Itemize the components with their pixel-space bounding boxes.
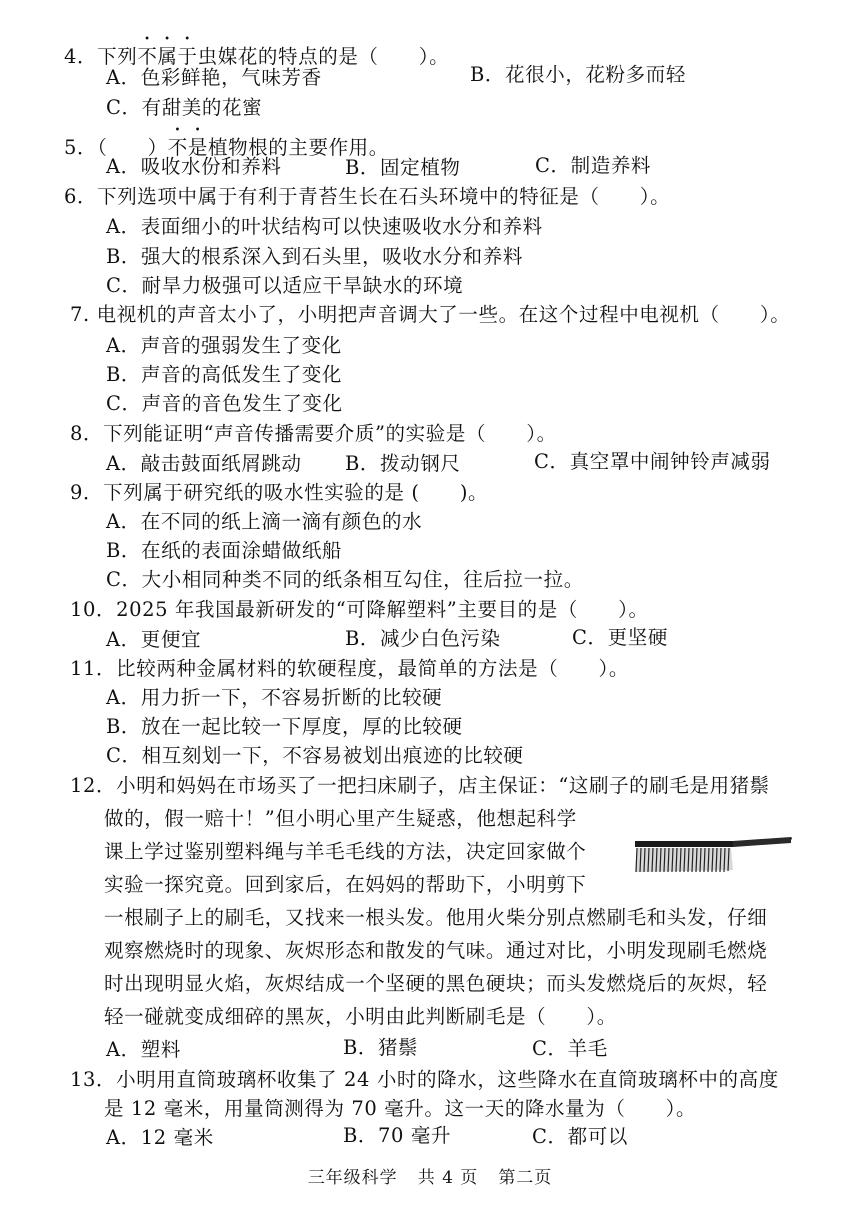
question-12-line-1: 12．小明和妈妈在市场买了一把扫床刷子，店主保证：“这刷子的刷毛是用猪鬃 bbox=[70, 774, 770, 797]
q6-option-c: C．耐旱力极强可以适应干旱缺水的环境 bbox=[106, 274, 464, 297]
q5-option-c: C．制造养料 bbox=[535, 154, 652, 177]
q12-option-a: A．塑料 bbox=[106, 1038, 181, 1061]
q7-option-c: C．声音的音色发生了变化 bbox=[106, 392, 343, 415]
footer-page-number: 第二页 bbox=[498, 1168, 553, 1188]
q8-option-b: B．拨动钢尺 bbox=[345, 452, 461, 475]
question-11-stem: 11．比较两种金属材料的软硬程度，最简单的方法是（ ）。 bbox=[70, 657, 629, 680]
question-12-line-2: 做的，假一赔十！”但小明心里产生疑惑，他想起科学 bbox=[104, 807, 577, 830]
question-12-line-3: 课上学过鉴别塑料绳与羊毛毛线的方法，决定回家做个 bbox=[104, 840, 587, 863]
q12-option-b: B．猪鬃 bbox=[343, 1036, 419, 1059]
q10-option-c: C．更坚硬 bbox=[572, 626, 668, 649]
question-12-line-5: 一根刷子上的刷毛，又找来一根头发。他用火柴分别点燃刷毛和头发，仔细 bbox=[104, 906, 768, 929]
q4-option-a: A．色彩鲜艳，气味芳香 bbox=[106, 66, 322, 89]
q4-option-b: B．花很小，花粉多而轻 bbox=[470, 63, 686, 86]
question-12-line-7: 时出现明显火焰，灰烬结成一个坚硬的黑色硬块；而头发燃烧后的灰烬，轻 bbox=[104, 972, 768, 995]
q11-option-a: A．用力折一下，不容易折断的比较硬 bbox=[106, 686, 443, 709]
question-7-stem: 7. 电视机的声音太小了，小明把声音调大了一些。在这个过程中电视机（ ）。 bbox=[70, 303, 791, 326]
q7-option-a: A．声音的强弱发生了变化 bbox=[106, 334, 342, 357]
emphasis-not: 不是 bbox=[167, 136, 208, 159]
q8-option-c: C．真空罩中闹钟铃声减弱 bbox=[534, 450, 771, 473]
question-6-stem: 6．下列选项中属于有利于青苔生长在石头环境中的特征是（ ）。 bbox=[64, 185, 671, 208]
question-13-line-1: 13．小明用直筒玻璃杯收集了 24 小时的降水，这些降水在直筒玻璃杯中的高度 bbox=[70, 1068, 779, 1091]
q13-option-a: A．12 毫米 bbox=[106, 1126, 214, 1149]
q6-option-b: B．强大的根系深入到石头里，吸收水分和养料 bbox=[106, 245, 523, 268]
q5-option-a: A．吸收水份和养料 bbox=[106, 155, 282, 178]
q8-option-a: A．敲击鼓面纸屑跳动 bbox=[106, 452, 302, 475]
q11-option-c: C．相互刻划一下，不容易被划出痕迹的比较硬 bbox=[106, 744, 524, 767]
footer-total-pages: 共 4 页 bbox=[417, 1168, 479, 1188]
question-12-line-8: 轻一碰就变成细碎的黑灰，小明由此判断刷毛是（ ）。 bbox=[104, 1005, 617, 1028]
q12-option-c: C．羊毛 bbox=[532, 1037, 608, 1060]
question-4-stem: 4．下列不属于虫媒花的特点的是（ ）。 bbox=[64, 45, 450, 68]
emphasis-not: 不属于 bbox=[137, 45, 198, 68]
q9-option-a: A．在不同的纸上滴一滴有颜色的水 bbox=[106, 510, 423, 533]
question-12-line-4: 实验一探究竟。回到家后，在妈妈的帮助下，小明剪下 bbox=[104, 873, 587, 896]
question-9-stem: 9．下列属于研究纸的吸水性实验的是 ( )。 bbox=[70, 481, 489, 504]
q13-option-b: B．70 毫升 bbox=[343, 1124, 452, 1147]
q7-option-b: B．声音的高低发生了变化 bbox=[106, 363, 343, 386]
q13-option-c: C．都可以 bbox=[532, 1125, 628, 1148]
brush-icon bbox=[633, 828, 793, 876]
q10-option-b: B．减少白色污染 bbox=[345, 627, 501, 650]
question-10-stem: 10．2025 年我国最新研发的“可降解塑料”主要目的是（ ）。 bbox=[70, 598, 649, 621]
q9-option-c: C．大小相同种类不同的纸条相互勾住，往后拉一拉。 bbox=[106, 568, 584, 591]
question-8-stem: 8．下列能证明“声音传播需要介质”的实验是（ ）。 bbox=[70, 422, 557, 445]
q9-option-b: B．在纸的表面涂蜡做纸船 bbox=[106, 539, 343, 562]
q6-option-a: A．表面细小的叶状结构可以快速吸收水分和养料 bbox=[106, 215, 543, 238]
footer-subject: 三年级科学 bbox=[307, 1168, 398, 1188]
q10-option-a: A．更便宜 bbox=[106, 628, 202, 651]
question-12-line-6: 观察燃烧时的现象、灰烬形态和散发的气味。通过对比，小明发现刷毛燃烧 bbox=[104, 939, 768, 962]
question-5-stem: 5．（ ）不是植物根的主要作用。 bbox=[64, 136, 389, 159]
page-footer bbox=[0, 1163, 860, 1188]
q11-option-b: B．放在一起比较一下厚度，厚的比较硬 bbox=[106, 715, 463, 738]
question-13-line-2: 是 12 毫米，用量筒测得为 70 毫升。这一天的降水量为（ ）。 bbox=[104, 1097, 697, 1120]
q5-option-b: B．固定植物 bbox=[345, 156, 461, 179]
q4-option-c: C．有甜美的花蜜 bbox=[106, 96, 263, 119]
